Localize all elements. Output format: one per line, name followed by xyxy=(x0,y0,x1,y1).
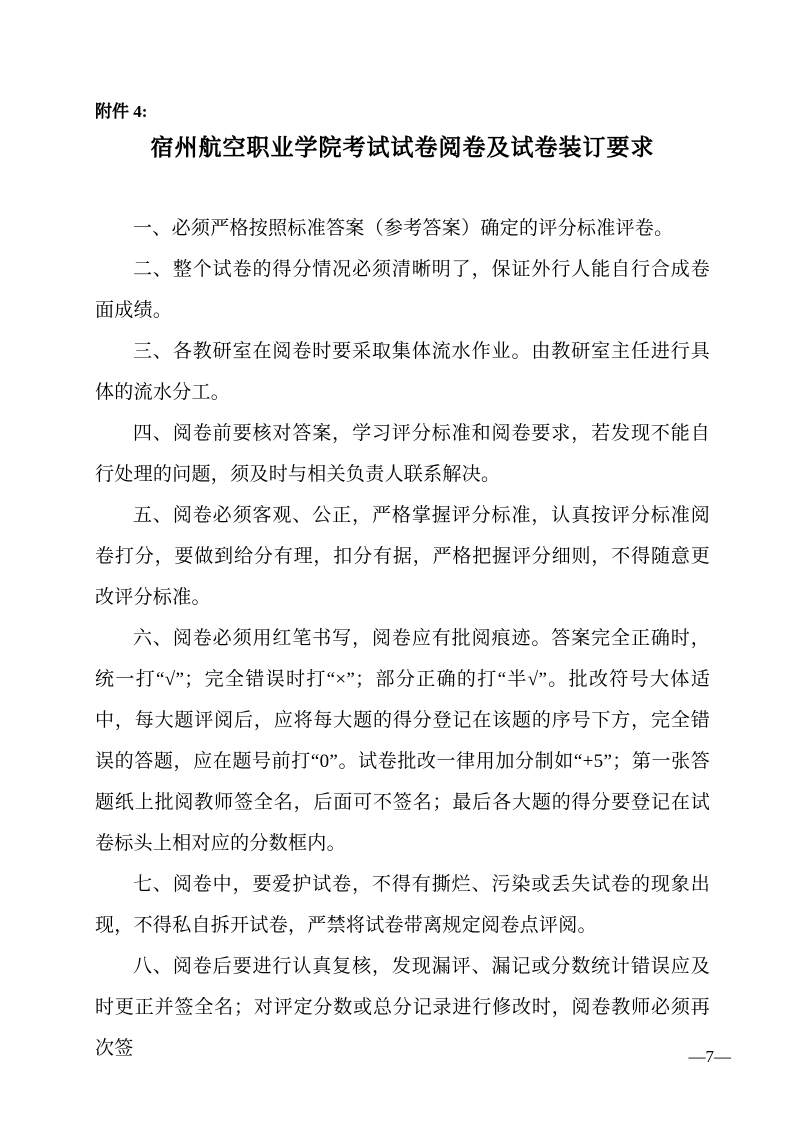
paragraph-8: 八、阅卷后要进行认真复核，发现漏评、漏记或分数统计错误应及时更正并签全名；对评定分数或总分记录进行修改时，阅卷教师必须再次签 xyxy=(95,956,710,1059)
paragraph-6: 六、阅卷必须用红笔书写，阅卷应有批阅痕迹。答案完全正确时，统一打“√”；完全错误时打“×”；部分正确的打“半√”。批改符号大体适中，每大题评阅后，应将每大题的得分登记在该题的序号下方，完全错误的答题，应在题号前打“0”。试卷批改一律用加分制如“+5”；第一张答题纸上批阅教师签全名，后面可不签名；最后各大题的得分要登记在试卷标头上相对应的分数框内。 xyxy=(95,628,710,854)
paragraph-5: 五、阅卷必须客观、公正，严格掌握评分标准，认真按评分标准阅卷打分，要做到给分有理，扣分有据，严格把握评分细则，不得随意更改评分标准。 xyxy=(95,505,710,608)
paragraph-4: 四、阅卷前要核对答案，学习评分标准和阅卷要求，若发现不能自行处理的问题，须及时与相关负责人联系解决。 xyxy=(95,423,710,485)
attachment-label: 附件 4: xyxy=(95,102,148,121)
paragraph-1: 一、必须严格按照标准答案（参考答案）确定的评分标准评卷。 xyxy=(133,218,674,239)
paragraph-2: 二、整个试卷的得分情况必须清晰明了，保证外行人能自行合成卷面成绩。 xyxy=(95,259,710,321)
paragraph-3: 三、各教研室在阅卷时要采取集体流水作业。由教研室主任进行具体的流水分工。 xyxy=(95,341,710,403)
page-title: 宿州航空职业学院考试试卷阅卷及试卷装订要求 xyxy=(150,135,655,160)
document-body xyxy=(95,208,710,1069)
page-number: —7— xyxy=(688,1047,731,1066)
paragraph-7: 七、阅卷中，要爱护试卷，不得有撕烂、污染或丢失试卷的现象出现，不得私自拆开试卷，严禁将试卷带离规定阅卷点评阅。 xyxy=(95,874,710,936)
